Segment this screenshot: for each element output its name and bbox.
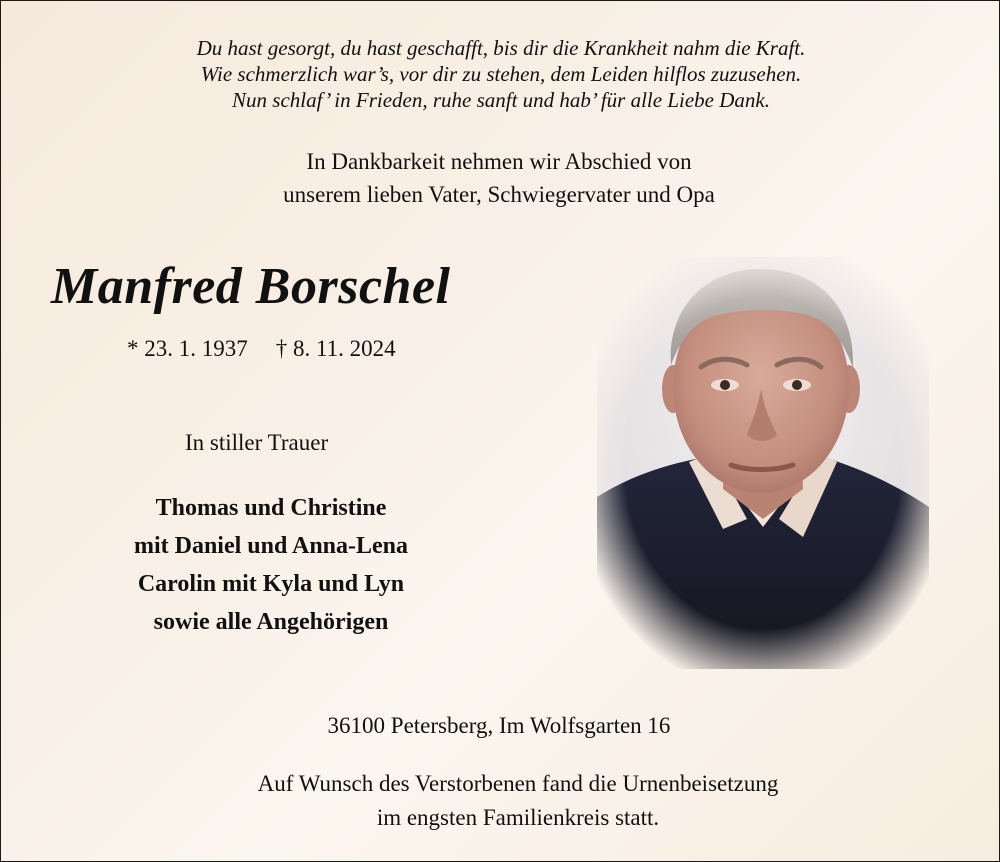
- life-dates: [127, 336, 396, 362]
- poem: [1, 35, 1000, 113]
- family-line-4: sowie alle Angehörigen: [153, 609, 389, 635]
- note-line-1: Auf Wunsch des Verstorbenen fand die Urnenbeisetzung: [257, 771, 779, 796]
- family-line-2: mit Daniel und Anna-Lena: [133, 533, 409, 559]
- farewell-intro: [1, 145, 997, 211]
- intro-line-2: unserem lieben Vater, Schwiegervater und Opa: [283, 182, 715, 207]
- death-date: † 8. 11. 2024: [275, 336, 396, 361]
- poem-line-1: Du hast gesorgt, du hast geschafft, bis dir die Krankheit nahm die Kraft.: [196, 36, 806, 60]
- family-list: [91, 489, 451, 641]
- intro-line-1: In Dankbarkeit nehmen wir Abschied von: [306, 149, 692, 174]
- family-line-1: Thomas und Christine: [155, 495, 387, 521]
- portrait-photo: [597, 257, 929, 669]
- poem-line-3: Nun schlaf’ in Frieden, ruhe sanft und hab’ für alle Liebe Dank.: [232, 88, 770, 112]
- deceased-name: Manfred Borschel: [51, 258, 451, 315]
- burial-note: [1, 767, 1000, 835]
- note-line-2: im engsten Familienkreis statt.: [376, 805, 660, 830]
- birth-date: * 23. 1. 1937: [127, 336, 248, 361]
- poem-line-2: Wie schmerzlich war’s, vor dir zu stehen, dem Leiden hilflos zuzusehen.: [200, 62, 802, 86]
- mourning-label: In stiller Trauer: [185, 430, 329, 455]
- family-line-3: Carolin mit Kyla und Lyn: [137, 571, 405, 597]
- address: 36100 Petersberg, Im Wolfsgarten 16: [327, 713, 671, 738]
